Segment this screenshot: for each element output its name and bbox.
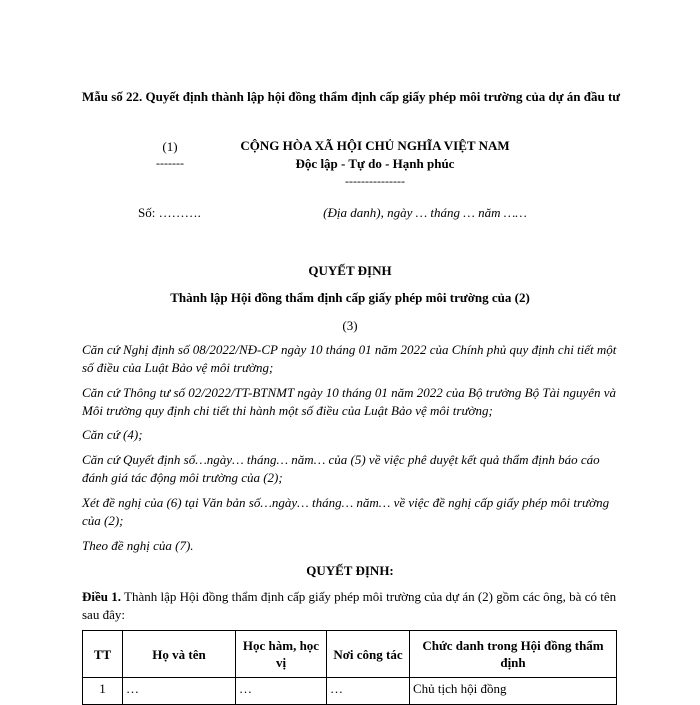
- members-table: [82, 630, 617, 705]
- article-1: [82, 588, 622, 624]
- decision-title: QUYẾT ĐỊNH: [308, 263, 392, 278]
- decision-reference: (3): [342, 318, 358, 333]
- column-header-role: Chức danh trong Hội đồng thẩm định: [410, 631, 617, 678]
- document-number: Số: ……….: [138, 205, 201, 220]
- article-1-label: Điều 1.: [82, 589, 121, 604]
- issuer-divider: -------: [156, 156, 184, 170]
- issuer-code: (1): [162, 139, 178, 154]
- form-title: Mẫu số 22. Quyết định thành lập hội đồng thẩm định cấp giấy phép môi trường của dự án đầu tư: [82, 89, 621, 104]
- national-title: CỘNG HÒA XÃ HỘI CHỦ NGHĨA VIỆT NAM: [240, 138, 510, 153]
- table-cell: …: [236, 678, 327, 705]
- legal-basis-item: Căn cứ Nghị định số 08/2022/NĐ-CP ngày 10 tháng 01 năm 2022 của Chính phủ quy định chi tiết một số điều của Luật Bảo vệ môi trường;: [82, 342, 617, 375]
- national-motto: Độc lập - Tự do - Hạnh phúc: [295, 156, 455, 171]
- table-cell: Chủ tịch hội đồng: [410, 678, 617, 705]
- table-row: [83, 678, 617, 705]
- place-and-date: (Địa danh), ngày … tháng … năm ……: [323, 205, 527, 220]
- column-header-workplace: Nơi công tác: [327, 631, 410, 678]
- table-cell: …: [327, 678, 410, 705]
- column-header-name: Họ và tên: [123, 631, 236, 678]
- table-cell: …: [123, 678, 236, 705]
- column-header-degree: Học hàm, học vị: [236, 631, 327, 678]
- legal-basis-item: Theo đề nghị của (7).: [82, 538, 194, 553]
- decision-subtitle: Thành lập Hội đồng thẩm định cấp giấy phép môi trường của (2): [170, 290, 530, 305]
- legal-basis-item: Căn cứ Quyết định số…ngày… tháng… năm… của (5) về việc phê duyệt kết quả thẩm định báo cáo đánh giá tác động môi trường của (2);: [82, 452, 600, 485]
- decide-heading: QUYẾT ĐỊNH:: [306, 563, 394, 578]
- table-cell: 1: [83, 678, 123, 705]
- legal-basis-item: Căn cứ Thông tư số 02/2022/TT-BTNMT ngày 10 tháng 01 năm 2022 của Bộ trưởng Bộ Tài nguyên và Môi trường quy định chi tiết thi hành một số điều của Luật Bảo vệ môi trường;: [82, 385, 617, 418]
- article-1-text: Thành lập Hội đồng thẩm định cấp giấy phép môi trường của dự án (2) gồm các ông, bà có tên sau đây:: [82, 589, 617, 622]
- legal-basis-item: Căn cứ (4);: [82, 427, 143, 442]
- column-header-index: TT: [83, 631, 123, 678]
- table-header-row: [83, 631, 617, 678]
- legal-basis-item: Xét đề nghị của (6) tại Văn bản số…ngày… tháng… năm… về việc đề nghị cấp giấy phép môi trường của (2);: [82, 495, 610, 528]
- motto-divider: ---------------: [345, 174, 405, 188]
